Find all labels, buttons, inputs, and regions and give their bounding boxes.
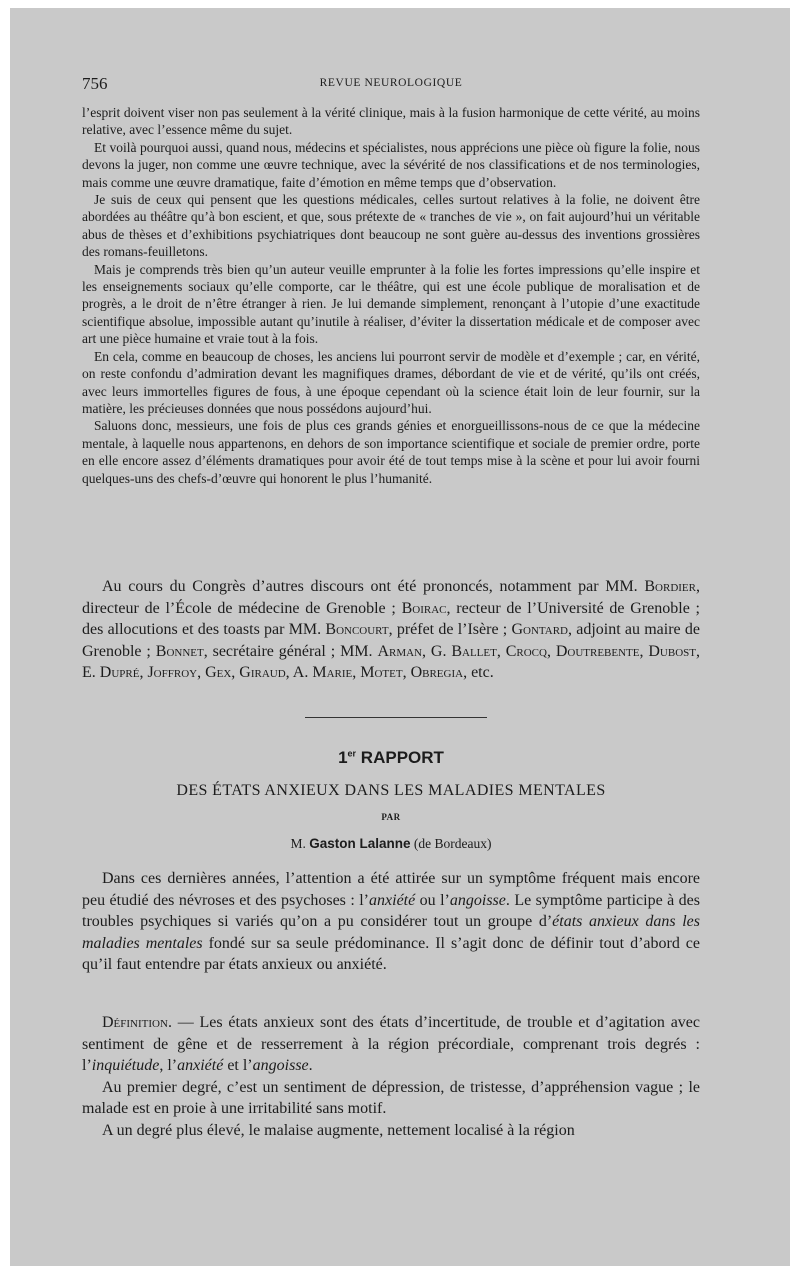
text-run: . Le symptôme participe à des troubles psychiques si variés qu’on a pu considérer tout un groupe d’ — [82, 891, 701, 931]
report-number: 1 — [338, 748, 348, 767]
text-run: Au cours du Congrès d’autres discours ont été prononcés, notamment par MM. — [102, 578, 645, 595]
speech-paragraph-1: l’esprit doivent viser non pas seulement à la vérité clinique, mais à la fusion harmonique de cette vérité, au moins relative, avec l’essence même du sujet. — [82, 105, 700, 138]
intro-paragraph — [82, 868, 700, 976]
text-run: ou l’ — [415, 891, 450, 909]
text-run: , l’ — [159, 1057, 178, 1075]
page-header — [82, 74, 700, 94]
term-etats-anxieux: états anxieux dans les maladies mentales — [82, 913, 701, 952]
term-angoisse: angoisse — [252, 1057, 309, 1075]
definition-paragraph-2: Au premier degré, c’est un sentiment de dépression, de tristesse, d’appréhension vague ; le malade est en proie à une irritabilité sans motif. — [82, 1078, 700, 1118]
section-divider — [305, 717, 487, 718]
term-anxiete: anxiété — [369, 891, 416, 909]
definition-text — [82, 1012, 700, 1077]
speech-paragraph-3: Je suis de ceux qui pensent que les questions médicales, celles surtout relatives à la folie, ne doivent être abordées au théâtre qu’à bon escient, et que, sous prétexte de « tranches de vie », on fait aujourd’hui un véritable abus de thèses et d’exhibitions psychiatriques dont beaucoup ne sont guère au-dessus des inventions grossières des romans-feuilletons. — [82, 192, 700, 260]
speech-paragraph-2: Et voilà pourquoi aussi, quand nous, médecins et spécialistes, nous apprécions une pièce où figure la folie, nous devons la juger, non comme une œuvre technique, avec la sévérité de nos classifications et de nos terminologies, mais comme une œuvre dramatique, faite d’émotion en même temps que d’observation. — [82, 139, 700, 190]
author-prefix: M. — [290, 836, 310, 851]
page-number: 756 — [82, 74, 108, 93]
text-run: , directeur de l’École de médecine de Grenoble ; — [82, 578, 700, 617]
name-boncourt: Boncourt — [325, 621, 389, 639]
text-run: et l’ — [223, 1057, 253, 1075]
text-run: , préfet de l’Isère ; — [388, 621, 512, 639]
term-anxiete: anxiété — [177, 1057, 224, 1075]
author-origin: (de Bordeaux) — [410, 836, 492, 851]
name-bordier: Bordier — [644, 578, 696, 595]
intro-text — [82, 868, 700, 976]
text-run: . — Les états anxieux sont des états d’incertitude, de trouble et d’agitation avec sentiment de gêne et de resserrement à la région précordiale, comprenant trois degrés : l’ — [82, 1014, 700, 1075]
speech-paragraph-6: Saluons donc, messieurs, une fois de plus ces grands génies et enorgueillissons-nous de ce que la médecine mentale, à laquelle nous appartenons, en dehors de son importance scientifique et sociale de premier ordre, porte en elle encore assez d’éléments dramatiques pour avoir été de tout temps mise à la scène et pour lui avoir fourni quelques-uns des chefs-d’œuvre qui honorent le plus l’humanité. — [82, 418, 700, 486]
report-by: PAR — [381, 812, 401, 822]
report-title-text: RAPPORT — [360, 748, 444, 767]
definition-section — [82, 1012, 700, 1142]
text-run: Dans ces dernières années, l’attention a été attirée sur un symptôme fréquent mais encore peu étudié des névroses et des psychoses : l’ — [82, 870, 700, 909]
name-bonnet: Bonnet — [155, 642, 204, 660]
term-inquietude: inquiétude — [91, 1057, 160, 1075]
speech-text — [82, 104, 700, 487]
report-title — [82, 748, 700, 768]
report-author — [82, 836, 700, 852]
text-run: fondé sur sa seule prédominance. Il s’agit donc de définir tout d’abord ce qu’il faut entendre par états anxieux ou anxiété. — [82, 934, 700, 974]
name-gontard: Gontard — [511, 621, 568, 639]
report-number-sup: er — [347, 748, 357, 759]
congress-paragraph — [82, 576, 700, 684]
text-run: , secrétaire général ; MM. — [203, 642, 378, 660]
author-name: Gaston Lalanne — [309, 836, 411, 851]
name-list: Arman, G. Ballet, Crocq, Doutrebente, Dubost, E. Dupré, Joffroy, Gex, Giraud, A. Marie, Motet, Obregia — [82, 642, 700, 682]
report-subtitle: DES ÉTATS ANXIEUX DANS LES MALADIES MENTALES — [176, 782, 606, 799]
text-run: , recteur de l’Université de Grenoble ; des allocutions et des toasts par MM. — [82, 599, 701, 639]
speech-paragraph-5: En cela, comme en beaucoup de choses, les anciens lui pourront servir de modèle et d’exemple ; car, en vérité, on reste confondu d’admiration devant les magnifiques drames, débordant de vie et de vérité, qu’ils ont créés, avec leurs immortelles figures de fous, à une époque cependant où la science était loin de leur fournir, sur la matière, les précieuses données que nous possédons aujourd’hui. — [82, 348, 700, 416]
text-run: . — [308, 1057, 313, 1075]
term-angoisse: angoisse — [449, 891, 506, 909]
running-title: REVUE NEUROLOGIQUE — [319, 77, 463, 89]
text-run: , etc. — [463, 664, 494, 682]
congress-text — [82, 576, 700, 684]
text-run: , adjoint au maire de Grenoble ; — [82, 621, 700, 660]
speech-paragraph-4: Mais je comprends très bien qu’un auteur veuille emprunter à la folie les fortes impressions qu’elle inspire et les enseignements sociaux qu’elle comporte, car le théâtre, qui est une école publique de moralisation et de progrès, a le droit de n’être étranger à rien. Je lui demande simplement, renonçant à l’utopie d’une exactitude scientifique absolue, impossible autant qu’inutile à réaliser, d’éviter la dissertation médicale et de composer avec art une pièce humaine et vraie tout à la fois. — [82, 261, 700, 347]
definition-label: Définition — [102, 1014, 168, 1031]
name-boirac: Boirac — [401, 599, 447, 617]
definition-paragraph-3: A un degré plus élevé, le malaise augmente, nettement localisé à la région — [102, 1121, 575, 1139]
